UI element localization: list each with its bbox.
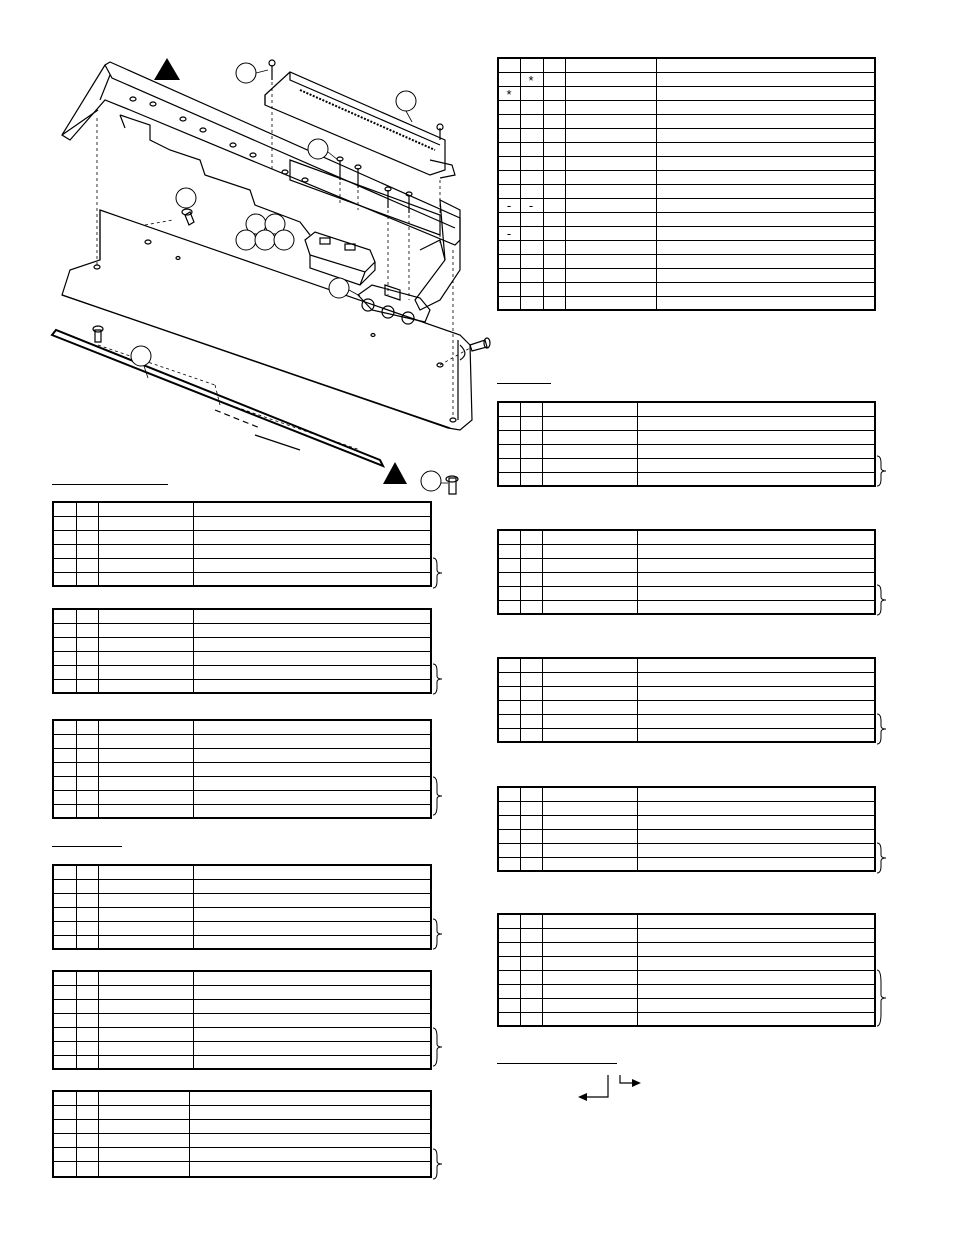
- loose-screws: [93, 209, 490, 494]
- parts-table: [497, 657, 876, 743]
- callout-circle: [255, 230, 275, 250]
- bracket-brace: [876, 969, 888, 1027]
- rail-holes: [130, 97, 308, 182]
- parts-table: [52, 970, 432, 1070]
- table-mark: -: [528, 198, 534, 213]
- callout-circle: [274, 230, 294, 250]
- callout-circle: [329, 278, 349, 298]
- parts-table: [497, 913, 876, 1027]
- callout-circle: [308, 139, 328, 159]
- sensor-block-2: [358, 285, 430, 324]
- right-section-heading: [497, 383, 551, 384]
- bracket-brace: [876, 584, 888, 616]
- callout-circle: [131, 346, 151, 366]
- bracket-brace: [876, 713, 888, 745]
- parts-table: [52, 501, 432, 587]
- table-mark: -: [506, 198, 512, 213]
- parts-table: [497, 786, 876, 872]
- bracket-brace: [432, 1027, 444, 1067]
- bottom-heading: [497, 1063, 617, 1064]
- bracket-brace: [432, 557, 444, 589]
- parts-table-main: [497, 57, 876, 311]
- table-mark: *: [528, 73, 534, 88]
- bracket-brace: [432, 776, 444, 816]
- bracket-brace: [876, 455, 888, 487]
- callout-circle: [396, 91, 416, 111]
- left-section-heading: [52, 484, 168, 485]
- table-mark: -: [506, 226, 512, 241]
- bracket-brace: [432, 918, 444, 950]
- callout-circle: [236, 63, 256, 83]
- callout-circle: [176, 188, 196, 208]
- parts-table: [52, 864, 432, 950]
- bracket-brace: [432, 663, 444, 695]
- bracket-brace: [876, 842, 888, 874]
- sensor-block: [305, 232, 375, 285]
- table-mark: *: [506, 87, 512, 102]
- callout-circle: [236, 230, 256, 250]
- callout-circle: [421, 471, 441, 491]
- bracket-brace: [432, 1148, 444, 1180]
- parts-table: [497, 529, 876, 615]
- warning-triangle-top: [154, 58, 180, 80]
- rubber-strip: [52, 330, 383, 466]
- parts-table: [497, 401, 876, 487]
- parts-table: [52, 608, 432, 694]
- flow-arrows: [578, 1075, 641, 1101]
- warning-triangle-bottom: [383, 462, 407, 484]
- parts-table: [52, 719, 432, 819]
- circuit-board: [265, 72, 445, 175]
- parts-table: [52, 1090, 432, 1178]
- left-subsection-heading: [52, 846, 122, 847]
